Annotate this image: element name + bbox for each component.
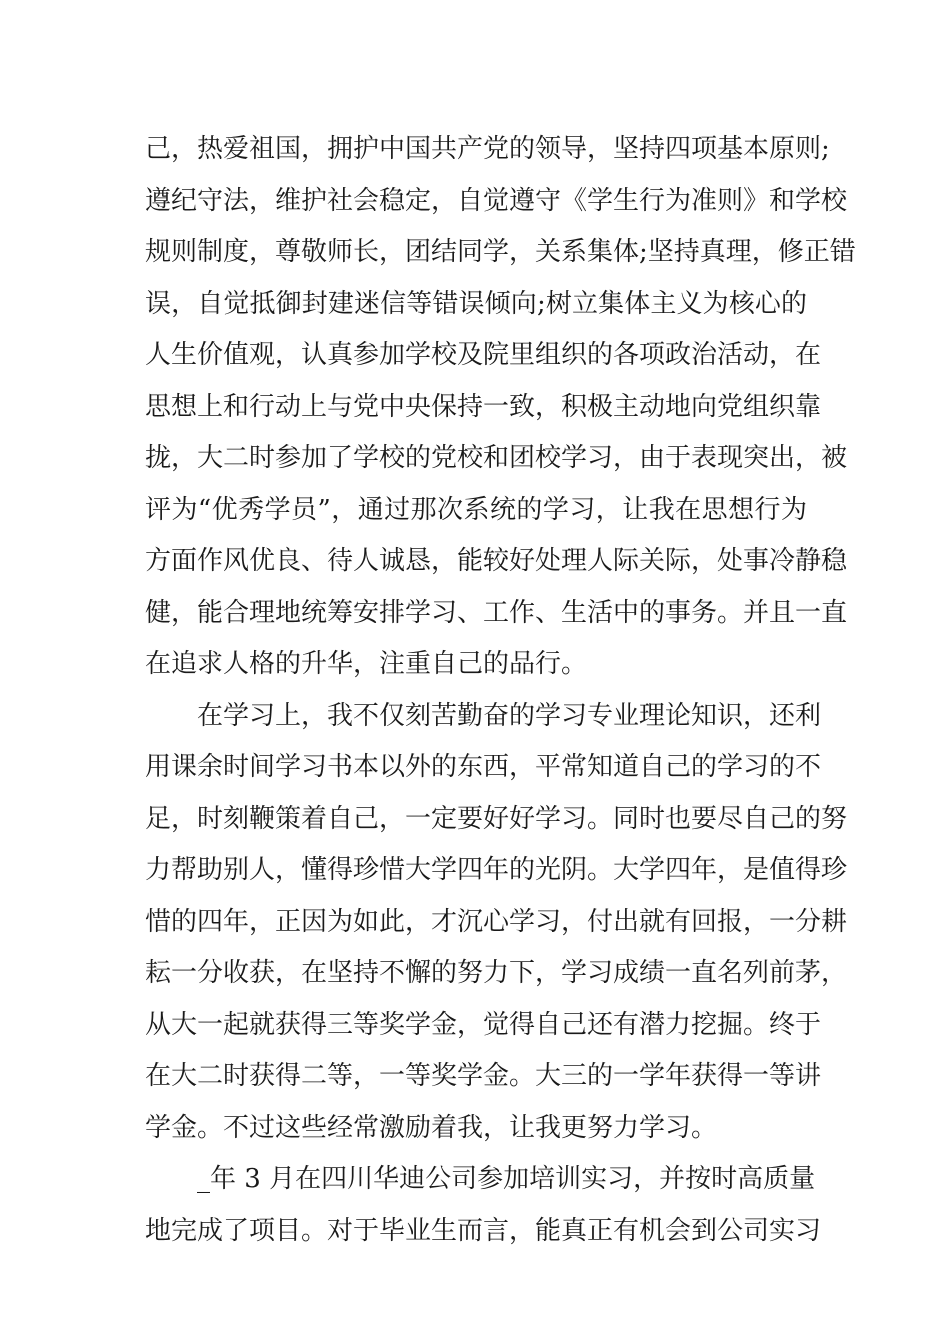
text-line: 用课余时间学习书本以外的东西，平常知道自己的学习的不 <box>145 752 822 782</box>
text-line: 己，热爱祖国，拥护中国共产党的领导，坚持四项基本原则; <box>145 134 830 164</box>
text-line: 拢，大二时参加了学校的党校和团校学习，由于表现突出，被 <box>145 443 848 473</box>
text-line: 惜的四年，正因为如此，才沉心学习，付出就有回报，一分耕 <box>145 906 848 937</box>
paragraph-start-line: 在学习上，我不仅刻苦勤奋的学习专业理论知识，还利 <box>197 700 822 731</box>
text-line: 耘一分收获，在坚持不懈的努力下，学习成绩一直名列前茅， <box>145 958 848 988</box>
text-line: 规则制度，尊敬师长，团结同学，关系集体;坚持真理，修正错 <box>145 237 856 267</box>
text-line: 地完成了项目。对于毕业生而言，能真正有机会到公司实习 <box>145 1215 822 1246</box>
text-line: 在追求人格的升华，注重自己的品行。 <box>145 649 588 679</box>
text-line: 从大一起就获得三等奖学金，觉得自己还有潜力挖掘。终于 <box>145 1009 822 1040</box>
text-line: 力帮助别人，懂得珍惜大学四年的光阴。大学四年，是值得珍 <box>145 855 848 885</box>
text-line: 人生价值观，认真参加学校及院里组织的各项政治活动，在 <box>145 340 822 370</box>
text-line: 健，能合理地统筹安排学习、工作、生活中的事务。并且一直 <box>145 597 848 628</box>
text-line: 评为“优秀学员”，通过那次系统的学习，让我在思想行为 <box>145 494 807 525</box>
document-body <box>145 124 856 1257</box>
text-line: 足，时刻鞭策着自己，一定要好好学习。同时也要尽自己的努 <box>145 803 848 834</box>
text-line: 误，自觉抵御封建迷信等错误倾向;树立集体主义为核心的 <box>145 288 807 319</box>
text-line: 思想上和行动上与党中央保持一致，积极主动地向党组织靠 <box>145 391 822 422</box>
text-line: 方面作风优良、待人诚恳，能较好处理人际关际，处事冷静稳 <box>145 546 848 576</box>
text-line: 在大二时获得二等，一等奖学金。大三的一学年获得一等讲 <box>145 1061 822 1091</box>
text-line: 学金。不过这些经常激励着我，让我更努力学习。 <box>145 1112 718 1143</box>
paragraph-start-line: _年 3 月在四川华迪公司参加培训实习，并按时高质量 <box>197 1164 816 1194</box>
text-line: 遵纪守法，维护社会稳定，自觉遵守《学生行为准则》和学校 <box>145 185 848 216</box>
